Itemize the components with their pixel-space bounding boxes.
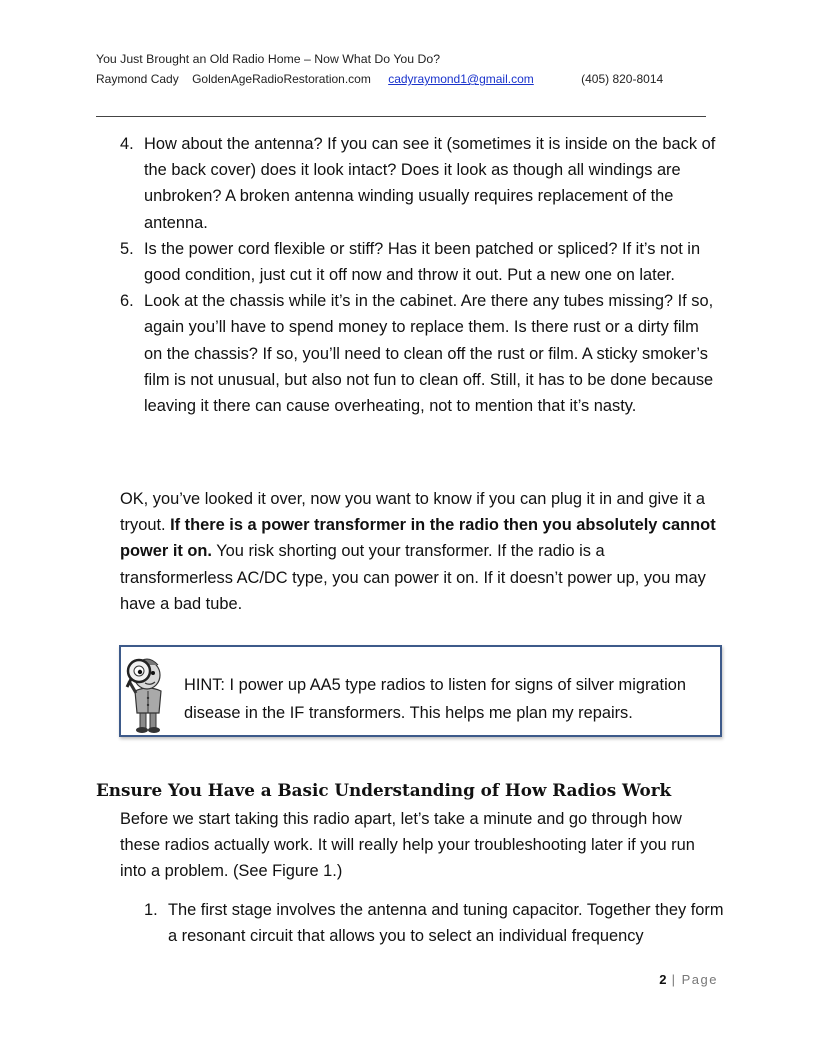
paragraph-text-end: You risk shorting out your transformer. If the radio is a transformerless AC/DC type, you can power it on. If it doesn’t power up, you may have a bad tube.	[120, 542, 706, 613]
magnifying-glass-character-icon	[123, 651, 175, 735]
list-item-number: 1.	[144, 901, 158, 919]
author-name: Raymond Cady	[96, 72, 179, 86]
list-item	[120, 288, 720, 419]
list-item	[120, 131, 720, 236]
tryout-paragraph	[120, 486, 720, 617]
list-item-text: Look at the chassis while it’s in the cabinet. Are there any tubes missing? If so, again you’ll have to spend money to replace them. Is there rust or a dirty film on the chassis? If so, you’ll need to clean off the rust or film. A sticky smoker’s film is not unusual, but also not fun to clean off. Still, it has to be done because leaving it there can cause overheating, not to mention that it’s nasty.	[144, 292, 714, 416]
section-heading: Ensure You Have a Basic Understanding of How Radios Work	[96, 780, 672, 800]
list-item-text: The first stage involves the antenna and tuning capacitor. Together they form a resonant circuit that allows you to select an individual frequency	[168, 901, 724, 946]
page-footer	[560, 972, 718, 987]
document-title: You Just Brought an Old Radio Home – Now What Do You Do?	[96, 52, 441, 66]
header-divider	[96, 116, 706, 117]
list-item-text: How about the antenna? If you can see it (sometimes it is inside on the back of the back cover) does it look intact? Does it look as though all windings are unbroken? A broken antenna winding usually requires replacement of the antenna.	[144, 135, 716, 232]
list-item-number: 5.	[120, 239, 134, 258]
header-meta	[96, 69, 736, 89]
list-item-number: 4.	[120, 135, 134, 153]
page-label: Page	[681, 972, 718, 987]
list-item-text: Is the power cord flexible or stiff? Has it been patched or spliced? If it’s not in good condition, just cut it off now and throw it out. Put a new one on later.	[144, 239, 701, 285]
page-header	[96, 49, 736, 89]
list-item-number: 6.	[120, 292, 134, 311]
page-number: 2	[659, 972, 667, 987]
footer-separator: |	[671, 972, 677, 987]
numbered-list	[144, 897, 724, 949]
website-name: GoldenAgeRadioRestoration.com	[192, 72, 371, 86]
phone-number: (405) 820-8014	[581, 72, 664, 86]
section-intro: Before we start taking this radio apart, let’s take a minute and go through how these radios actually work. It will really help your troubleshooting later if you run into a problem. (See Figure 1.)	[120, 810, 695, 881]
hint-box	[119, 645, 722, 737]
numbered-list	[120, 131, 720, 419]
paragraph-warning-bold: If there is a power transformer in the radio then you absolutely cannot power it on.	[120, 516, 716, 561]
list-item	[120, 236, 720, 288]
paragraph-text-start: OK, you’ve looked it over, now you want to know if you can plug it in and give it a tryout.	[120, 490, 705, 535]
email-link[interactable]: cadyraymond1@gmail.com	[388, 72, 534, 86]
hint-text: HINT: I power up AA5 type radios to listen for signs of silver migration disease in the IF transformers. This helps me plan my repairs.	[184, 676, 686, 722]
list-item	[144, 897, 724, 949]
